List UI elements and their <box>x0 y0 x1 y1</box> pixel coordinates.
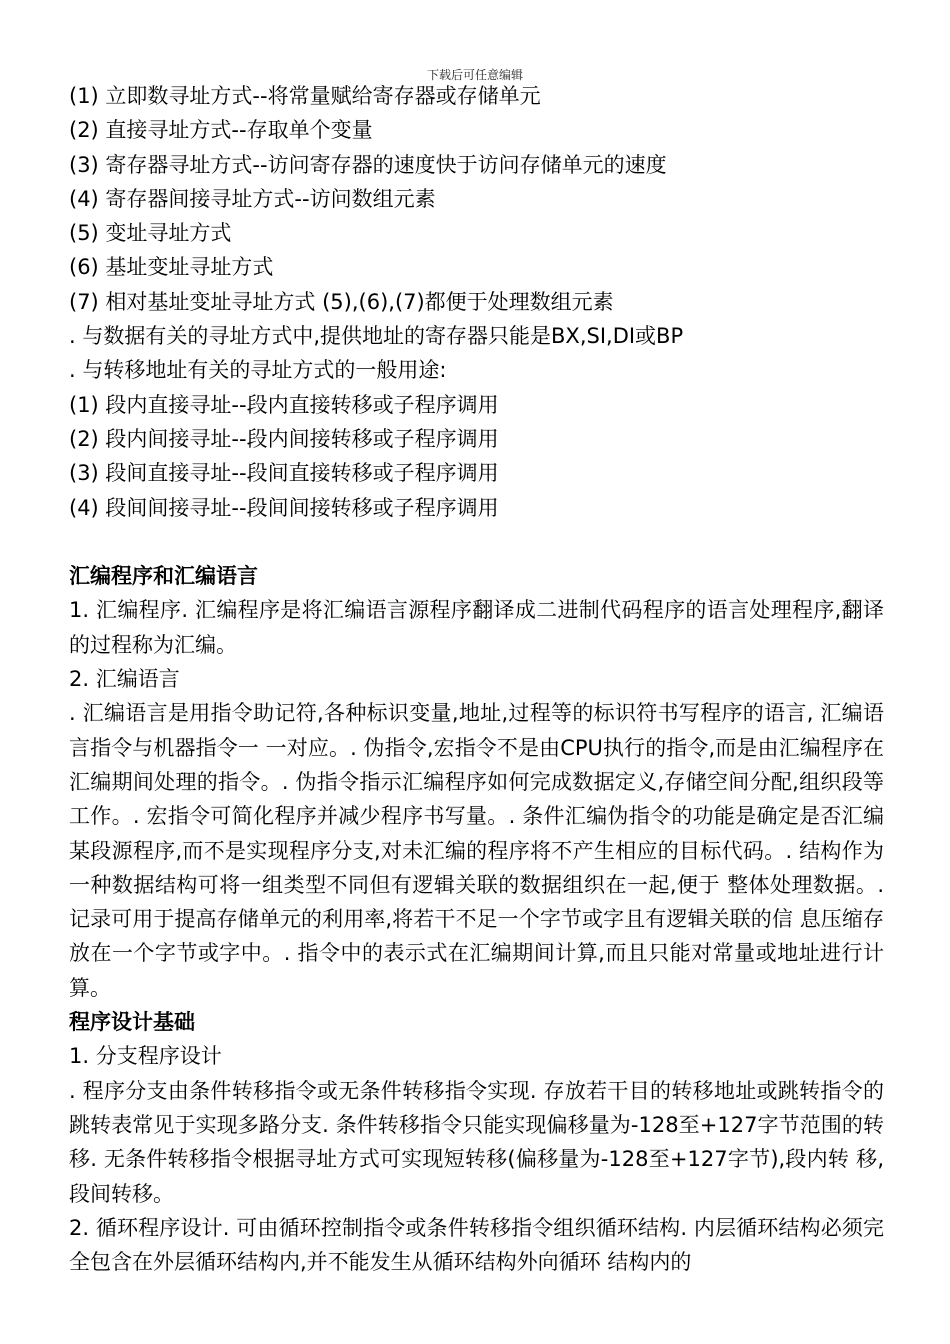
branch-program-paragraph: . 程序分支由条件转移指令或无条件转移指令实现. 存放若干目的转移地址或跳转指令的跳转表常见于实现多路分支. 条件转移指令只能实现偏移量为-128至+127字节范围的转移. 无条件转移指令根据寻址方式可实现短转移(偏移量为-128至+127字节),段内转 移,段间转移。 <box>69 1078 884 1206</box>
list-item: (5) 变址寻址方式 <box>69 221 232 246</box>
list-item: . 与转移地址有关的寻址方式的一般用途: <box>69 358 447 383</box>
document-body <box>69 79 884 1279</box>
list-item: (4) 寄存器间接寻址方式--访问数组元素 <box>69 186 436 211</box>
list-item: (4) 段间间接寻址--段间间接转移或子程序调用 <box>69 495 499 520</box>
list-item: (3) 寄存器寻址方式--访问寄存器的速度快于访问存储单元的速度 <box>69 152 667 177</box>
list-item: (2) 段内间接寻址--段内间接转移或子程序调用 <box>69 426 499 451</box>
list-item: (3) 段间直接寻址--段间直接转移或子程序调用 <box>69 461 499 486</box>
list-item: (1) 立即数寻址方式--将常量赋给寄存器或存储单元 <box>69 84 541 108</box>
section-heading-programming: 程序设计基础 <box>69 1010 195 1035</box>
assembly-program-paragraph: 1. 汇编程序. 汇编程序是将汇编语言源程序翻译成二进制代码程序的语言处理程序,翻译的过程称为汇编。 <box>69 598 884 657</box>
list-item: (1) 段内直接寻址--段内直接转移或子程序调用 <box>69 392 499 417</box>
assembly-language-paragraph: . 汇编语言是用指令助记符,各种标识变量,地址,过程等的标识符书写程序的语言, 汇编语言指令与机器指令一 一对应。. 伪指令,宏指令不是由CPU执行的指令,而是由汇编程序在汇编期间处理的指令。. 伪指令指示汇编程序如何完成数据定义,存储空间分配,组织段等工作。. 宏指令可简化程序并减少程序书写量。. 条件汇编伪指令的功能是确定是否汇编某段源程序,而不是实现程序分支,对未汇编的程序将不产生相应的目标代码。. 结构作为一种数据结构可将一组类型不同但有逻辑关联的数据组织在一起,便于 整体处理数据。. 记录可用于提高存储单元的利用率,将若干不足一个字节或字且有逻辑关联的信 息压缩存放在一个字节或字中。. 指令中的表示式在汇编期间计算,而且只能对常量或地址进行计算。 <box>69 701 884 1000</box>
list-item: (2) 直接寻址方式--存取单个变量 <box>69 118 373 143</box>
list-item: (7) 相对基址变址寻址方式 (5),(6),(7)都便于处理数组元素 <box>69 289 614 314</box>
list-item: . 与数据有关的寻址方式中,提供地址的寄存器只能是BX,SI,DI或BP <box>69 324 684 349</box>
page-header: 下载后可任意编辑 <box>426 68 523 82</box>
list-item: (6) 基址变址寻址方式 <box>69 255 274 280</box>
branch-program-title: 1. 分支程序设计 <box>69 1044 222 1069</box>
blank-line <box>69 525 884 559</box>
section-heading-assembly: 汇编程序和汇编语言 <box>69 564 258 589</box>
loop-program-paragraph: 2. 循环程序设计. 可由循环控制指令或条件转移指令组织循环结构. 内层循环结构必须完全包含在外层循环结构内,并不能发生从循环结构外向循环 结构内的 <box>69 1215 884 1275</box>
assembly-language-title: 2. 汇编语言 <box>69 667 180 692</box>
